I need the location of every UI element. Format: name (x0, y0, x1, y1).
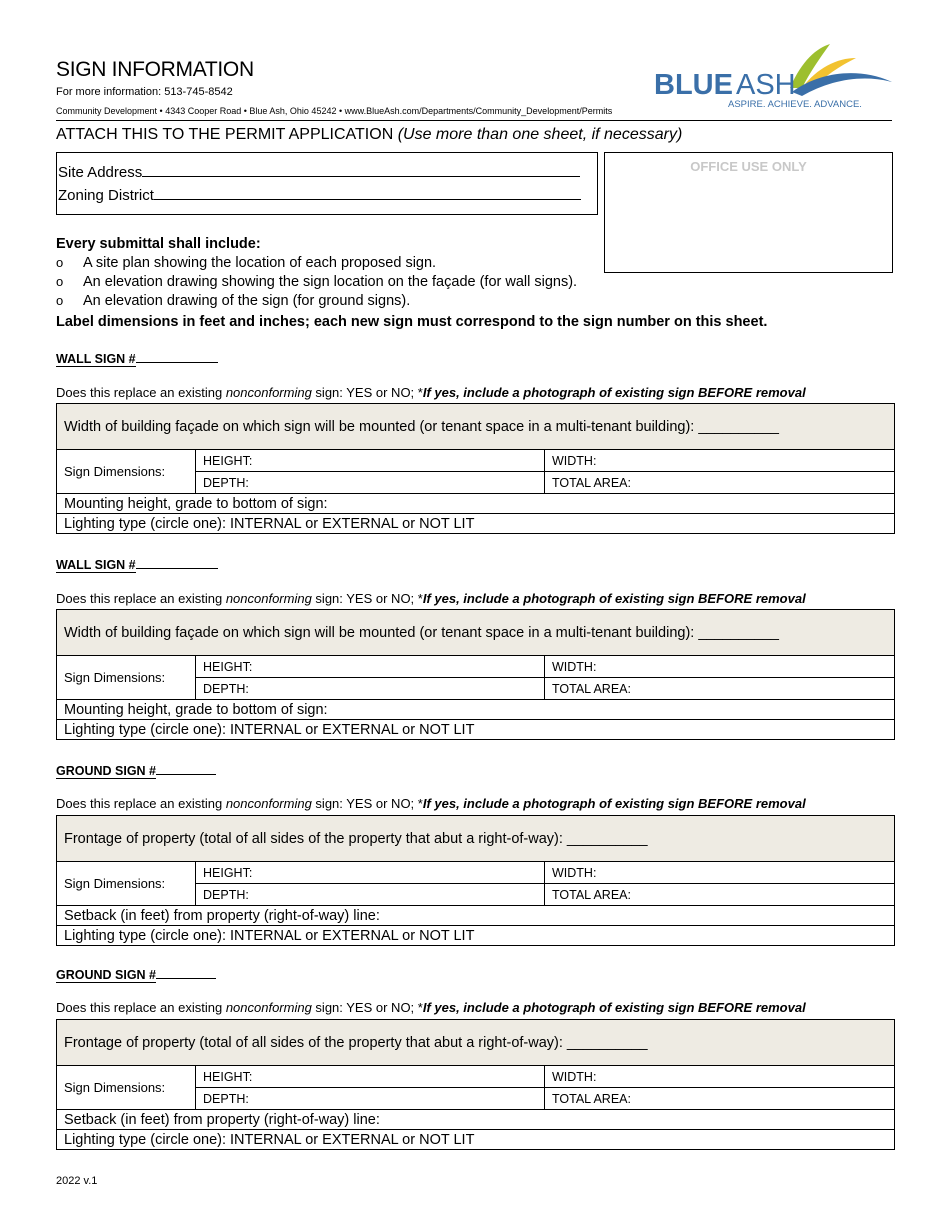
section-heading (56, 556, 218, 573)
logo-word-blue: BLUE (654, 69, 733, 101)
facade-width-field[interactable]: Width of building façade on which sign will be mounted (or tenant space in a multi-tenant building): __________ (57, 404, 895, 450)
sign-dimensions-label: Sign Dimensions: (57, 656, 196, 700)
department-address: Community Development • 4343 Cooper Road • Blue Ash, Ohio 45242 • www.BlueAsh.com/Departments/Community_Development/Permits (56, 106, 613, 116)
office-use-label: OFFICE USE ONLY (690, 159, 807, 174)
sign-table (56, 403, 895, 534)
sign-table (56, 815, 895, 946)
sign-number-input-line[interactable] (136, 556, 218, 569)
depth-field[interactable]: DEPTH: (196, 1088, 545, 1110)
height-field[interactable]: HEIGHT: (196, 1066, 545, 1088)
site-info-box (56, 152, 598, 215)
mounting-height-field[interactable]: Mounting height, grade to bottom of sign: (57, 700, 895, 720)
setback-field[interactable]: Setback (in feet) from property (right-of-way) line: (57, 906, 895, 926)
requirements-heading: Every submittal shall include: (56, 236, 261, 252)
lighting-type-field[interactable]: Lighting type (circle one): INTERNAL or EXTERNAL or NOT LIT (57, 1130, 895, 1150)
lighting-type-field[interactable]: Lighting type (circle one): INTERNAL or EXTERNAL or NOT LIT (57, 514, 895, 534)
attach-italic: (Use more than one sheet, if necessary) (397, 126, 683, 143)
replace-question: Does this replace an existing nonconforming sign: YES or NO; *If yes, include a photograph of existing sign BEFORE removal (56, 1000, 806, 1015)
setback-field[interactable]: Setback (in feet) from property (right-of-way) line: (57, 1110, 895, 1130)
sign-number-input-line[interactable] (156, 762, 216, 775)
sign-table (56, 1019, 895, 1150)
replace-question: Does this replace an existing nonconforming sign: YES or NO; *If yes, include a photograph of existing sign BEFORE removal (56, 796, 806, 811)
requirement-text: A site plan showing the location of each proposed sign. (83, 255, 437, 271)
office-use-box (604, 152, 893, 273)
frontage-field[interactable]: Frontage of property (total of all sides of the property that abut a right-of-way): __________ (57, 816, 895, 862)
replace-question: Does this replace an existing nonconforming sign: YES or NO; *If yes, include a photograph of existing sign BEFORE removal (56, 591, 806, 606)
zoning-district-row (58, 185, 581, 204)
logo-word-ash: ASH (736, 69, 796, 101)
section-heading (56, 966, 216, 983)
header-divider (56, 120, 892, 121)
section-title: WALL SIGN # (56, 352, 136, 366)
sign-dimensions-label: Sign Dimensions: (57, 862, 196, 906)
version-footer: 2022 v.1 (56, 1175, 98, 1187)
width-field[interactable]: WIDTH: (545, 656, 895, 678)
sign-dimensions-label: Sign Dimensions: (57, 1066, 196, 1110)
page-title: SIGN INFORMATION (56, 58, 254, 81)
requirement-item (56, 293, 410, 309)
height-field[interactable]: HEIGHT: (196, 862, 545, 884)
total-area-field[interactable]: TOTAL AREA: (545, 1088, 895, 1110)
section-title: WALL SIGN # (56, 558, 136, 572)
sign-dimensions-label: Sign Dimensions: (57, 450, 196, 494)
zoning-district-input-line[interactable] (154, 185, 581, 200)
site-address-row (58, 162, 580, 181)
section-title: GROUND SIGN # (56, 968, 157, 982)
width-field[interactable]: WIDTH: (545, 450, 895, 472)
requirement-item (56, 274, 577, 290)
bullet-icon: o (56, 255, 64, 270)
bullet-icon: o (56, 293, 64, 308)
depth-field[interactable]: DEPTH: (196, 678, 545, 700)
height-field[interactable]: HEIGHT: (196, 656, 545, 678)
depth-field[interactable]: DEPTH: (196, 472, 545, 494)
requirement-text: An elevation drawing of the sign (for ground signs). (83, 293, 411, 309)
facade-width-field[interactable]: Width of building façade on which sign will be mounted (or tenant space in a multi-tenant building): __________ (57, 610, 895, 656)
depth-field[interactable]: DEPTH: (196, 884, 545, 906)
height-field[interactable]: HEIGHT: (196, 450, 545, 472)
width-field[interactable]: WIDTH: (545, 1066, 895, 1088)
blue-ash-logo (652, 40, 894, 112)
lighting-type-field[interactable]: Lighting type (circle one): INTERNAL or EXTERNAL or NOT LIT (57, 720, 895, 740)
more-info-phone: For more information: 513-745-8542 (56, 86, 233, 98)
total-area-field[interactable]: TOTAL AREA: (545, 678, 895, 700)
site-address-label: Site Address (58, 164, 143, 181)
sign-number-input-line[interactable] (156, 966, 216, 979)
total-area-field[interactable]: TOTAL AREA: (545, 884, 895, 906)
replace-question: Does this replace an existing nonconforming sign: YES or NO; *If yes, include a photograph of existing sign BEFORE removal (56, 385, 806, 400)
section-heading (56, 762, 216, 779)
section-heading (56, 350, 218, 367)
bullet-icon: o (56, 274, 64, 289)
logo-tagline: ASPIRE. ACHIEVE. ADVANCE. (728, 99, 862, 110)
total-area-field[interactable]: TOTAL AREA: (545, 472, 895, 494)
attach-instruction (56, 126, 682, 144)
zoning-district-label: Zoning District (58, 187, 154, 204)
site-address-input-line[interactable] (142, 162, 580, 177)
sign-number-input-line[interactable] (136, 350, 218, 363)
dimension-note: Label dimensions in feet and inches; each new sign must correspond to the sign number on this sheet. (56, 314, 768, 330)
attach-bold: ATTACH THIS TO THE PERMIT APPLICATION (56, 126, 394, 143)
width-field[interactable]: WIDTH: (545, 862, 895, 884)
section-title: GROUND SIGN # (56, 764, 157, 778)
frontage-field[interactable]: Frontage of property (total of all sides of the property that abut a right-of-way): __________ (57, 1020, 895, 1066)
logo-swoosh-icon (652, 40, 894, 112)
requirement-text: An elevation drawing showing the sign location on the façade (for wall signs). (83, 274, 578, 290)
mounting-height-field[interactable]: Mounting height, grade to bottom of sign: (57, 494, 895, 514)
sign-table (56, 609, 895, 740)
requirement-item (56, 255, 436, 271)
lighting-type-field[interactable]: Lighting type (circle one): INTERNAL or EXTERNAL or NOT LIT (57, 926, 895, 946)
